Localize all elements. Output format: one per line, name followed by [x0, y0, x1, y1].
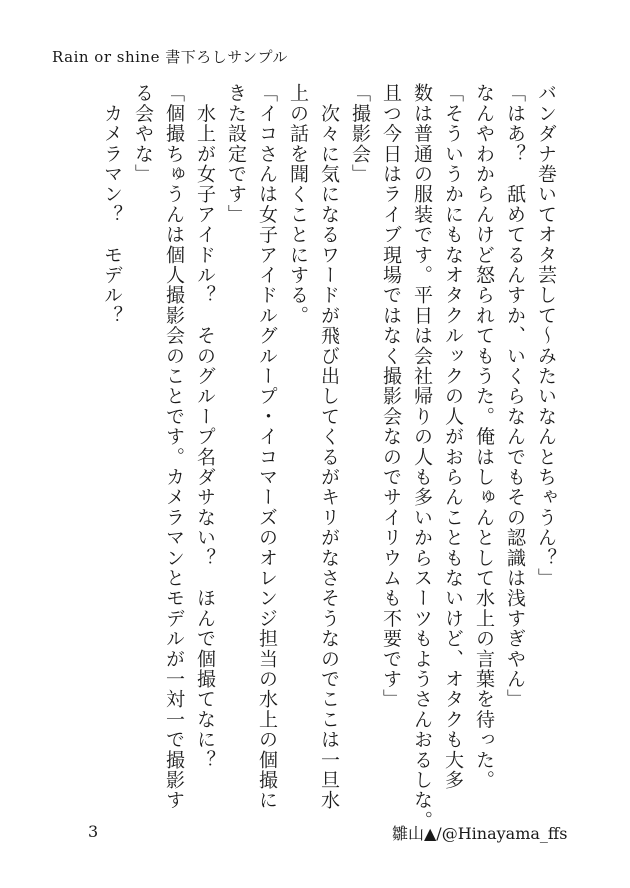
text-line: 「個撮ちゅうんは個人撮影会のことです。カメラマンとモデルが一対一で撮影す	[163, 83, 185, 811]
text-line: 「イコさんは女子アイドルグループ・イコマーズのオレンジ担当の水上の個撮に	[256, 83, 278, 811]
text-line: 「はあ？ 舐めてるんすか、いくらなんでもその認識は浅すぎやん」	[504, 83, 526, 710]
page-header: Rain or shine 書下ろしサンプル	[52, 48, 288, 66]
text-line: る会やな」	[132, 83, 154, 184]
text-line: 「撮影会」	[349, 83, 371, 184]
text-line: 水上が女子アイドル？ そのグループ名ダサない？ ほんで個撮てなに？	[194, 83, 216, 770]
text-line: 「そういうかにもなオタクルックの人がおらんこともないけど、オタクも大多	[442, 83, 464, 790]
text-line: 数は普通の服装です。平日は会社帰りの人も多いからスーツもようさんおるしな。	[411, 83, 433, 831]
text-line: バンダナ巻いてオタ芸して〜みたいなんとちゃうん？」	[535, 83, 557, 588]
text-line: なんやわからんけど怒られてもうた。俺はしゅんとして水上の言葉を待った。	[473, 83, 495, 790]
text-line: 且つ今日はライブ現場ではなく撮影会なのでサイリウムも不要です」	[380, 83, 402, 710]
text-line: きた設定です」	[225, 83, 247, 225]
author-credit: 雛山▲/@Hinayama_ffs	[392, 824, 568, 843]
text-line: カメラマン？ モデル？	[101, 83, 123, 326]
text-line: 上の話を聞くことにする。	[287, 83, 309, 326]
text-line: 次々に気になるワードが飛び出してくるがキリがなさそうなのでここは一旦水	[318, 83, 340, 811]
page-number: 3	[88, 822, 99, 841]
